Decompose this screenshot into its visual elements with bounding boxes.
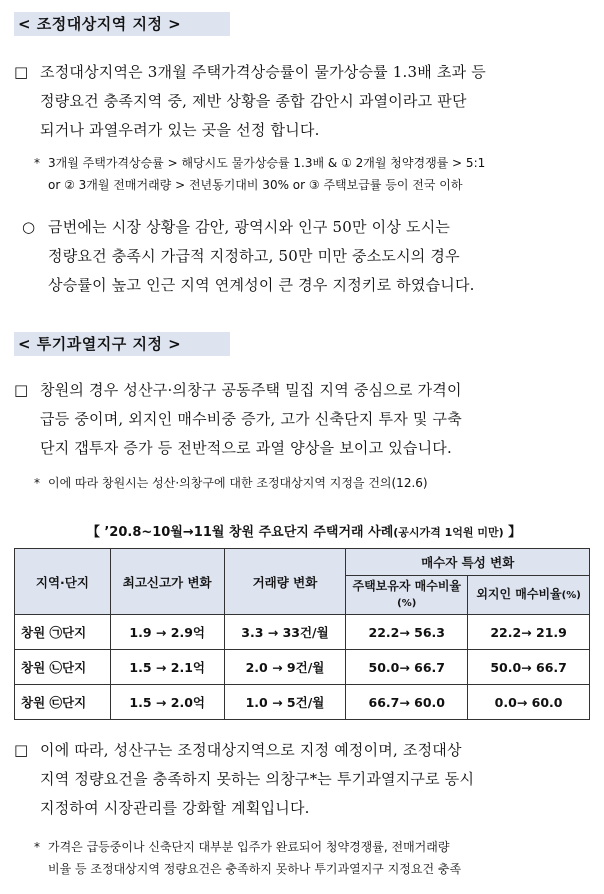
header-max-price: 최고신고가 변화 bbox=[110, 549, 224, 615]
paragraph-line: 창원의 경우 성산구·의창구 공동주택 밀집 지역 중심으로 가격이 bbox=[40, 381, 462, 399]
footnote-line: or ② 3개월 전매거래량 > 전년동기대비 30% or ③ 주택보급률 등이 전국 이하 bbox=[48, 178, 463, 192]
footnote-line: 이에 따라 창원시는 성산·의창구에 대한 조정대상지역 지정을 건의(12.6) bbox=[48, 476, 428, 490]
paragraph-line: 조정대상지역은 3개월 주택가격상승률이 물가상승률 1.3배 초과 등 bbox=[40, 63, 486, 81]
section-header-adjustment-area: < 조정대상지역 지정 > bbox=[14, 12, 230, 36]
paragraph-line: 지역 정량요건을 충족하지 못하는 의창구*는 투기과열지구로 동시 bbox=[40, 770, 475, 788]
paragraph-line: 단지 갭투자 증가 등 전반적으로 과열 양상을 보이고 있습니다. bbox=[40, 439, 452, 457]
paragraph-line: 되거나 과열우려가 있는 곳을 선정 합니다. bbox=[40, 121, 320, 139]
cell-outsider: 50.0→ 66.7 bbox=[468, 650, 590, 685]
footnote-line: 3개월 주택가격상승률 > 해당시도 물가상승률 1.3배 & ① 2개월 청약경쟁률 > 5:1 bbox=[48, 156, 486, 170]
table-row bbox=[15, 650, 590, 685]
header-region: 지역·단지 bbox=[15, 549, 111, 615]
paragraph-line: 지정하여 시장관리를 강화할 계획입니다. bbox=[40, 799, 310, 817]
caption-end: 】 bbox=[503, 525, 522, 540]
circle-bullet-icon: ○ bbox=[22, 218, 36, 236]
paragraph-adjustment-definition bbox=[14, 58, 594, 145]
footnote-changwon-request bbox=[34, 472, 592, 494]
paragraph-designation-plan bbox=[14, 736, 594, 823]
cell-volume: 2.0 → 9건/월 bbox=[224, 650, 346, 685]
section-header-speculation-zone: < 투기과열지구 지정 > bbox=[14, 332, 230, 356]
cell-region: 창원 ㉠단지 bbox=[15, 615, 111, 650]
header-outsider-ratio: 외지인 매수비율(%) bbox=[468, 576, 590, 615]
header-buyer-change: 매수자 특성 변화 bbox=[346, 549, 590, 576]
cell-outsider: 22.2→ 21.9 bbox=[468, 615, 590, 650]
table-caption bbox=[14, 521, 594, 540]
cell-owner: 50.0→ 66.7 bbox=[346, 650, 468, 685]
paragraph-line: 금번에는 시장 상황을 감안, 광역시와 인구 50만 이상 도시는 bbox=[48, 218, 451, 236]
cell-owner: 22.2→ 56.3 bbox=[346, 615, 468, 650]
footnote-uichang bbox=[34, 836, 592, 880]
caption-main: 【 ’20.8~10월→11월 창원 주요단지 주택거래 사례 bbox=[86, 525, 394, 540]
footnote-star: * bbox=[34, 840, 40, 854]
cell-region: 창원 ㉡단지 bbox=[15, 650, 111, 685]
paragraph-line: 이에 따라, 성산구는 조정대상지역으로 지정 예정이며, 조정대상 bbox=[40, 741, 462, 759]
square-bullet-icon: □ bbox=[14, 63, 29, 81]
paragraph-this-round bbox=[22, 213, 594, 300]
footnote-criteria bbox=[34, 152, 592, 196]
cell-price: 1.5 → 2.0억 bbox=[110, 685, 224, 720]
paragraph-line: 정량요건 충족시 가급적 지정하고, 50만 미만 중소도시의 경우 bbox=[48, 247, 460, 265]
table-row bbox=[15, 685, 590, 720]
square-bullet-icon: □ bbox=[14, 381, 29, 399]
cell-outsider: 0.0→ 60.0 bbox=[468, 685, 590, 720]
header-owner-ratio: 주택보유자 매수비율(%) bbox=[346, 576, 468, 615]
cell-price: 1.5 → 2.1억 bbox=[110, 650, 224, 685]
paragraph-line: 정량요건 충족지역 중, 제반 상황을 종합 감안시 과열이라고 판단 bbox=[40, 92, 467, 110]
footnote-line: 가격은 급등중이나 신축단지 대부분 입주가 완료되어 청약경쟁률, 전매거래량 bbox=[48, 840, 450, 854]
paragraph-changwon-status bbox=[14, 376, 594, 463]
paragraph-line: 급등 중이며, 외지인 매수비중 증가, 고가 신축단지 투자 및 구축 bbox=[40, 410, 462, 428]
header-volume: 거래량 변화 bbox=[224, 549, 346, 615]
footnote-star: * bbox=[34, 156, 40, 170]
cell-price: 1.9 → 2.9억 bbox=[110, 615, 224, 650]
table-row bbox=[15, 615, 590, 650]
cell-volume: 3.3 → 33건/월 bbox=[224, 615, 346, 650]
footnote-line: 비율 등 조정대상지역 정량요건은 충족하지 못하나 투기과열지구 지정요건 충족 bbox=[48, 862, 462, 876]
cell-volume: 1.0 → 5건/월 bbox=[224, 685, 346, 720]
cell-region: 창원 ㉢단지 bbox=[15, 685, 111, 720]
square-bullet-icon: □ bbox=[14, 741, 29, 759]
paragraph-line: 상승률이 높고 인근 지역 연계성이 큰 경우 지정키로 하였습니다. bbox=[48, 276, 475, 294]
cell-owner: 66.7→ 60.0 bbox=[346, 685, 468, 720]
transaction-table bbox=[14, 548, 590, 720]
caption-sub: (공시가격 1억원 미만) bbox=[393, 526, 504, 539]
footnote-star: * bbox=[34, 476, 40, 490]
